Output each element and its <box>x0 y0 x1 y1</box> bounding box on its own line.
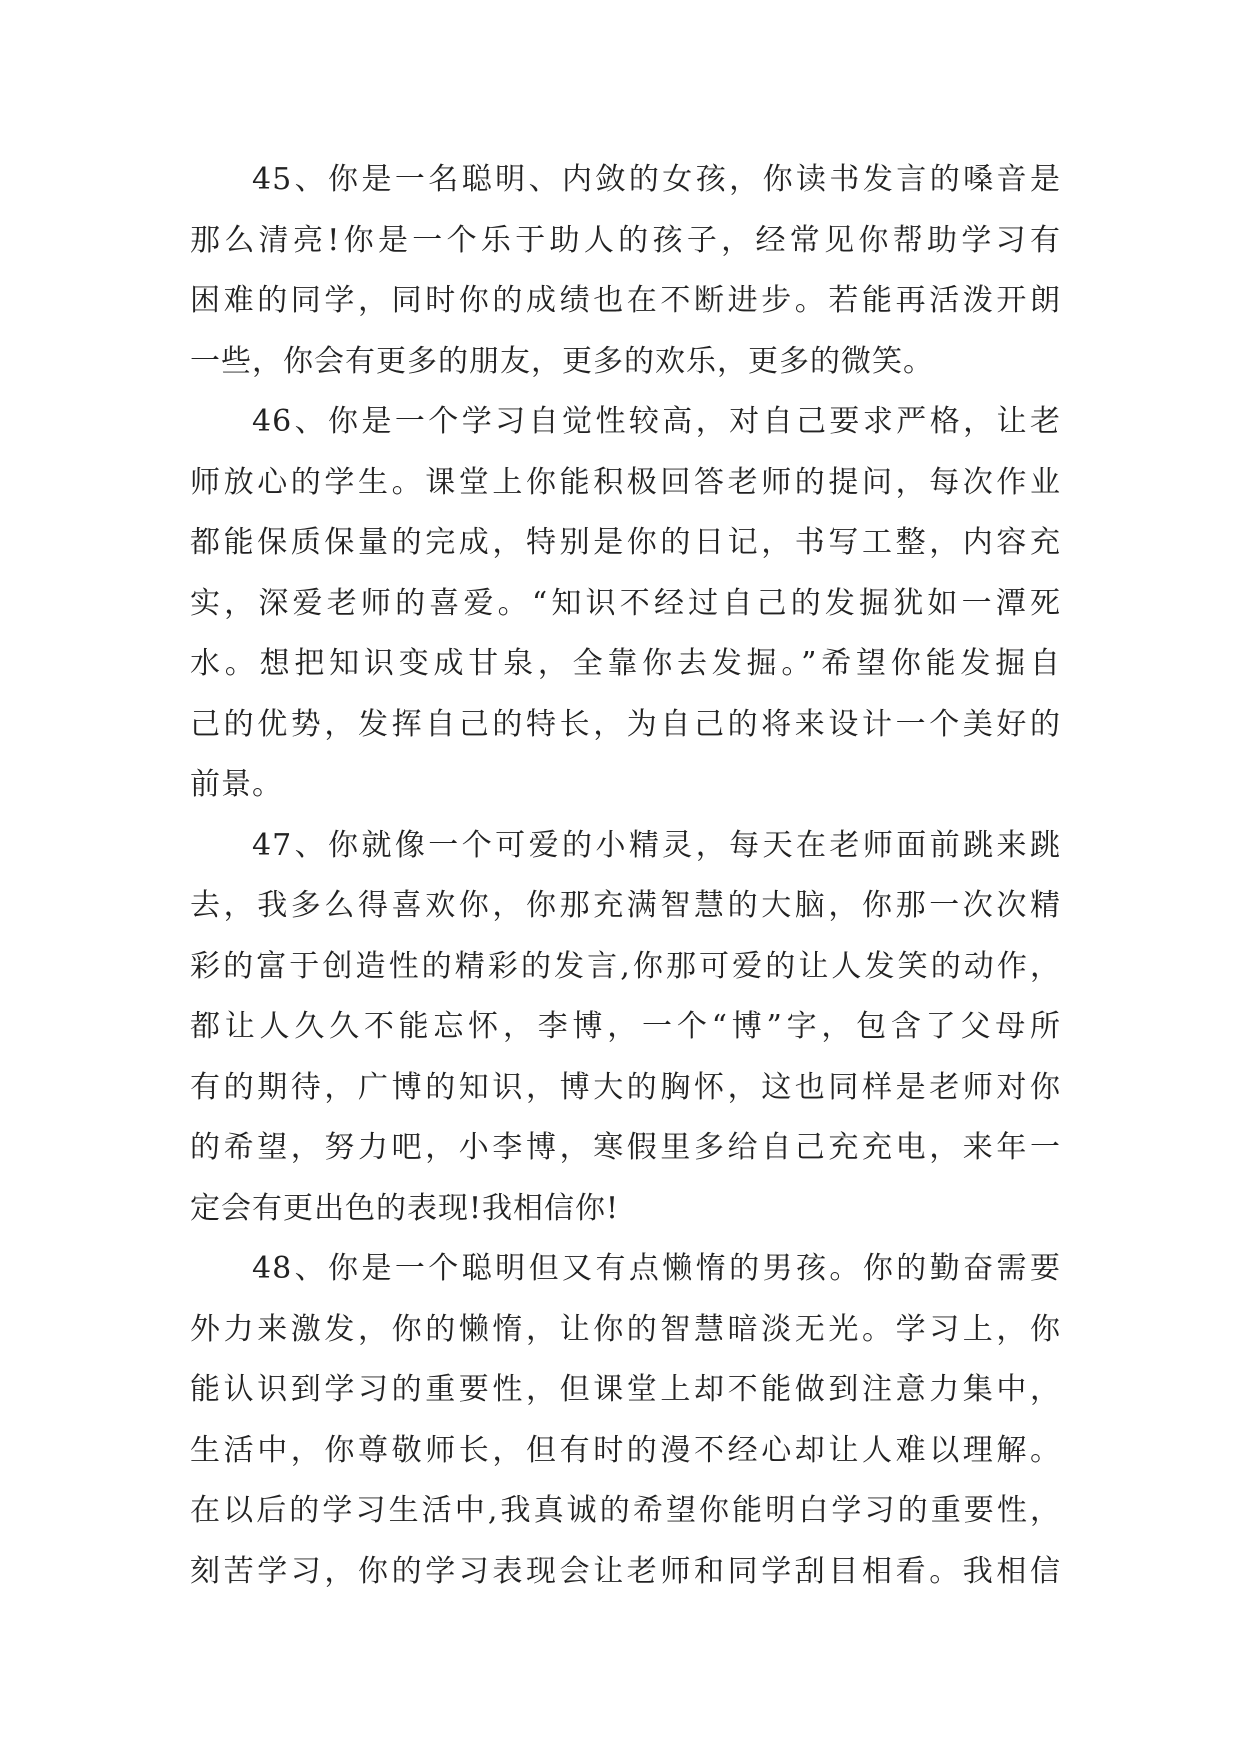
paragraph-line: 生活中，你尊敬师长，但有时的漫不经心却让人难以理解。 <box>190 1432 1061 1468</box>
paragraph-46 <box>190 392 1061 816</box>
paragraph-line: 困难的同学，同时你的成绩也在不断进步。若能再活泼开朗 <box>190 283 1061 318</box>
paragraph-line: 己的优势，发挥自己的特长，为自己的将来设计一个美好的 <box>190 706 1061 742</box>
paragraph-line: 定会有更出色的表现!我相信你! <box>190 1190 620 1226</box>
paragraph-47 <box>190 816 1061 1240</box>
paragraph-line: 彩的富于创造性的精彩的发言,你那可爱的让人发笑的动作， <box>190 948 1061 984</box>
paragraph-line: 刻苦学习，你的学习表现会让老师和同学刮目相看。我相信 <box>190 1553 1061 1589</box>
paragraph-48 <box>190 1239 1061 1602</box>
paragraph-line: 45、你是一名聪明、内敛的女孩，你读书发言的嗓音是 <box>252 162 1061 197</box>
paragraph-line: 外力来激发，你的懒惰，让你的智慧暗淡无光。学习上，你 <box>190 1311 1061 1347</box>
paragraph-45 <box>190 150 1061 392</box>
paragraph-line: 在以后的学习生活中,我真诚的希望你能明白学习的重要性， <box>190 1493 1061 1528</box>
paragraph-line: 都让人久久不能忘怀，李博，一个“博”字，包含了父母所 <box>190 1009 1061 1044</box>
paragraph-line: 48、你是一个聪明但又有点懒惰的男孩。你的勤奋需要 <box>252 1251 1061 1286</box>
paragraph-line: 都能保质保量的完成，特别是你的日记，书写工整，内容充 <box>190 525 1061 560</box>
paragraph-line: 47、你就像一个可爱的小精灵，每天在老师面前跳来跳 <box>252 827 1061 863</box>
document-body <box>190 150 1061 1602</box>
paragraph-line: 有的期待，广博的知识，博大的胸怀，这也同样是老师对你 <box>190 1069 1061 1105</box>
paragraph-line: 能认识到学习的重要性，但课堂上却不能做到注意力集中， <box>190 1372 1061 1407</box>
paragraph-line: 实，深爱老师的喜爱。“知识不经过自己的发掘犹如一潭死 <box>190 585 1061 621</box>
paragraph-line: 46、你是一个学习自觉性较高，对自己要求严格，让老 <box>252 404 1061 439</box>
paragraph-line: 师放心的学生。课堂上你能积极回答老师的提问，每次作业 <box>190 464 1061 500</box>
paragraph-line: 的希望，努力吧，小李博，寒假里多给自己充充电，来年一 <box>190 1130 1061 1165</box>
paragraph-line: 那么清亮!你是一个乐于助人的孩子，经常见你帮助学习有 <box>190 222 1061 258</box>
paragraph-line: 水。想把知识变成甘泉，全靠你去发掘。”希望你能发掘自 <box>190 646 1061 681</box>
paragraph-line: 前景。 <box>190 767 283 802</box>
paragraph-line: 去，我多么得喜欢你，你那充满智慧的大脑，你那一次次精 <box>190 888 1061 923</box>
paragraph-line: 一些，你会有更多的朋友，更多的欢乐，更多的微笑。 <box>190 343 934 379</box>
